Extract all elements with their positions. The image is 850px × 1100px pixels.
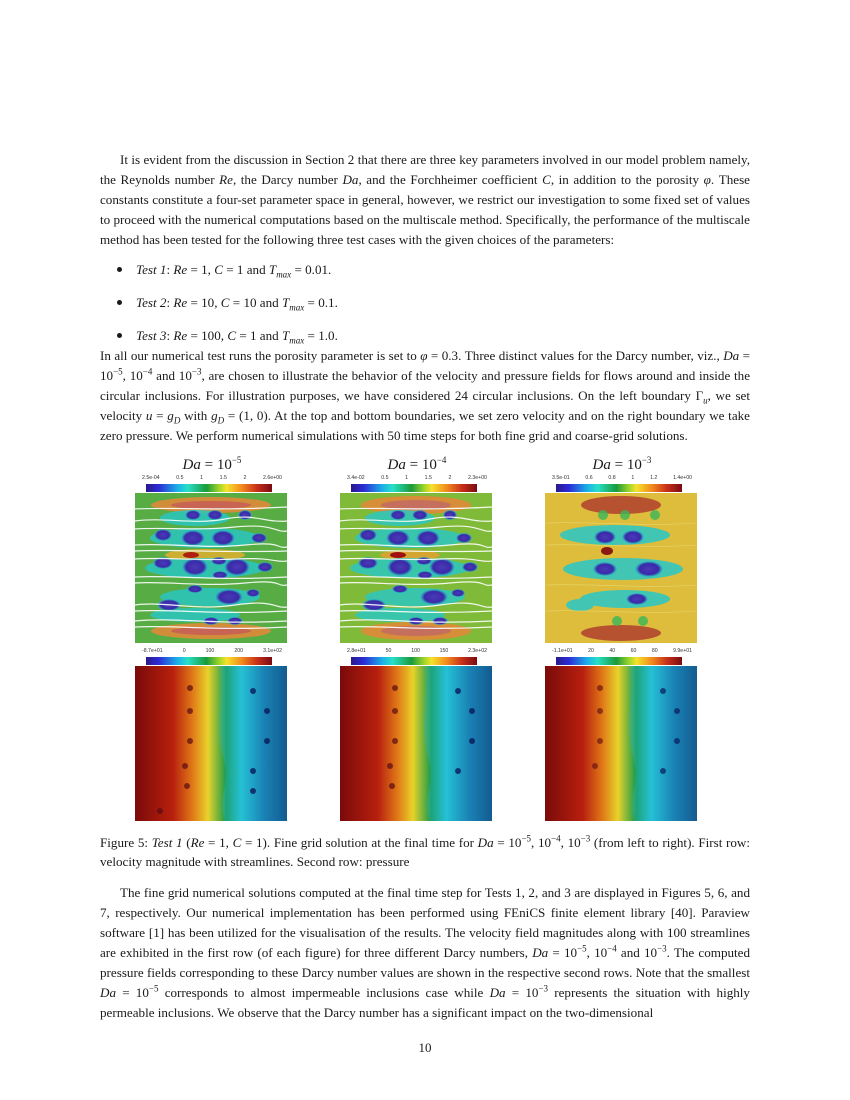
test-tmax: 1.0 (318, 328, 335, 343)
test-name: Test 2 (136, 295, 167, 310)
velocity-colorbar (146, 484, 272, 492)
velocity-colorbar-labels: 3.4e-02 0.5 1 1.5 2 2.3e+00 (347, 475, 487, 481)
da-title: $Da = 10^{-4}$ (387, 455, 447, 473)
intro-paragraph: It is evident from the discussion in Section 2 that there are three key parameters involved in our model problem namely, the Reynolds number Re, the Darcy number Da, and the Forchheimer coefficient C, in addition to the porosity φ. These constants constitute a four-set parameter space in general, however, we restrict our investigation to some fixed set of values to proceed with the numerical computations based on the multiscale method. Specifically, the performance of the multiscale method has been tested for the following three test cases with the given choices of the parameters: (100, 152, 750, 247)
test-c: 1 (249, 328, 257, 343)
pressure-field-plot (135, 666, 287, 821)
figure-5 (0, 455, 850, 825)
velocity-colorbar (351, 484, 477, 492)
pressure-colorbar-labels: -1.1e+01 20 40 60 80 9.9e+01 (552, 648, 692, 654)
setup-paragraph: In all our numerical test runs the porosity parameter is set to φ = 0.3. Three distinct values for the Darcy number, viz., $Da = 10^{-5}$, $10^{-4}$ and $10^{-3}$, are chosen to illustrate the behavior of the velocity and pressure fields for flows around and inside the circular inclusions. For illustration purposes, we have considered 24 circular inclusions. On the left boundary $\Gamma_u$, we set velocity $u = g_D$ with $g_D = (1$, 0). At the top and bottom boundaries, we set zero velocity and on the right boundary we take zero pressure. We perform numerical simulations with 50 time steps for both fine grid and coarse-grid solutions. (100, 348, 751, 443)
velocity-field-plot (135, 493, 287, 643)
pressure-field-plot (545, 666, 697, 821)
velocity-field-plot (545, 493, 697, 643)
caption-test-name: Test 1 (151, 835, 183, 850)
test-c: 1 (236, 262, 244, 277)
figure-number: Figure 5: (100, 835, 149, 850)
pressure-colorbar (146, 657, 272, 665)
figure-caption: Figure 5: Test 1 (Re = 1, C = 1). Fine grid solution at the final time for $Da = 10^{-5}$, $10^{-4}$, $10^{-3}$ (from left to right). First row: velocity magnitude with streamlines. Second row: pressure (100, 833, 751, 869)
test-case-item: Test 3: Re = 100, C = 1 and $T_{max} = 1.0$. (100, 326, 750, 359)
da-title: $Da = 10^{-5}$ (182, 455, 242, 473)
test-tmax: 0.1 (318, 295, 335, 310)
velocity-colorbar-labels: 2.5e-04 0.5 1 1.5 2 2.6e+00 (142, 475, 282, 481)
bullet-icon (117, 300, 122, 305)
page-number: 10 (418, 1040, 432, 1055)
test-case-item: Test 2: Re = 10, C = 10 and $T_{max} = 0.1$. (100, 293, 750, 326)
pressure-colorbar (351, 657, 477, 665)
test-name: Test 1 (136, 262, 167, 277)
test-c: 10 (243, 295, 257, 310)
da-title: $Da = 10^{-3}$ (592, 455, 652, 473)
results-paragraph: The fine grid numerical solutions computed at the final time step for Tests 1, 2, and 3 are displayed in Figures 5, 6, and 7, respectively. Our numerical implementation has been performed using FEniCS finite element library [40]. Paraview software [1] has been utilized for the visualisation of the results. The velocity field magnitudes along with 100 streamlines are exhibited in the first row (of each figure) for three different Darcy numbers, $Da = 10^{-5}$, $10^{-4}$ and $10^{-3}$. The computed pressure fields corresponding to these Darcy number values are shown in the respective second rows. Note that the smallest $Da = 10^{-5}$ corresponds to almost impermeable inclusions case while $Da = 10^{-3}$ represents the situation with highly permeable inclusions. We observe that the Darcy number has a significant impact on the two-dimensional (100, 885, 751, 1020)
test-case-list (100, 260, 750, 359)
velocity-colorbar-labels: 3.5e-01 0.6 0.8 1 1.2 1.4e+00 (552, 475, 692, 481)
bullet-icon (117, 333, 122, 338)
velocity-colorbar (556, 484, 682, 492)
velocity-field-plot (340, 493, 492, 643)
pressure-colorbar-labels: -8.7e+01 0 100 200 3.1e+02 (142, 648, 282, 654)
test-tmax: 0.01 (305, 262, 329, 277)
test-re: 1 (201, 262, 208, 277)
bullet-icon (117, 267, 122, 272)
pressure-colorbar-labels: 2.8e+01 50 100 150 2.3e+02 (347, 648, 487, 654)
test-re: 100 (201, 328, 221, 343)
test-re: 10 (201, 295, 215, 310)
pressure-field-plot (340, 666, 492, 821)
test-name: Test 3 (136, 328, 167, 343)
test-case-item: Test 1: Re = 1, C = 1 and $T_{max} = 0.01$. (100, 260, 750, 293)
pressure-colorbar (556, 657, 682, 665)
